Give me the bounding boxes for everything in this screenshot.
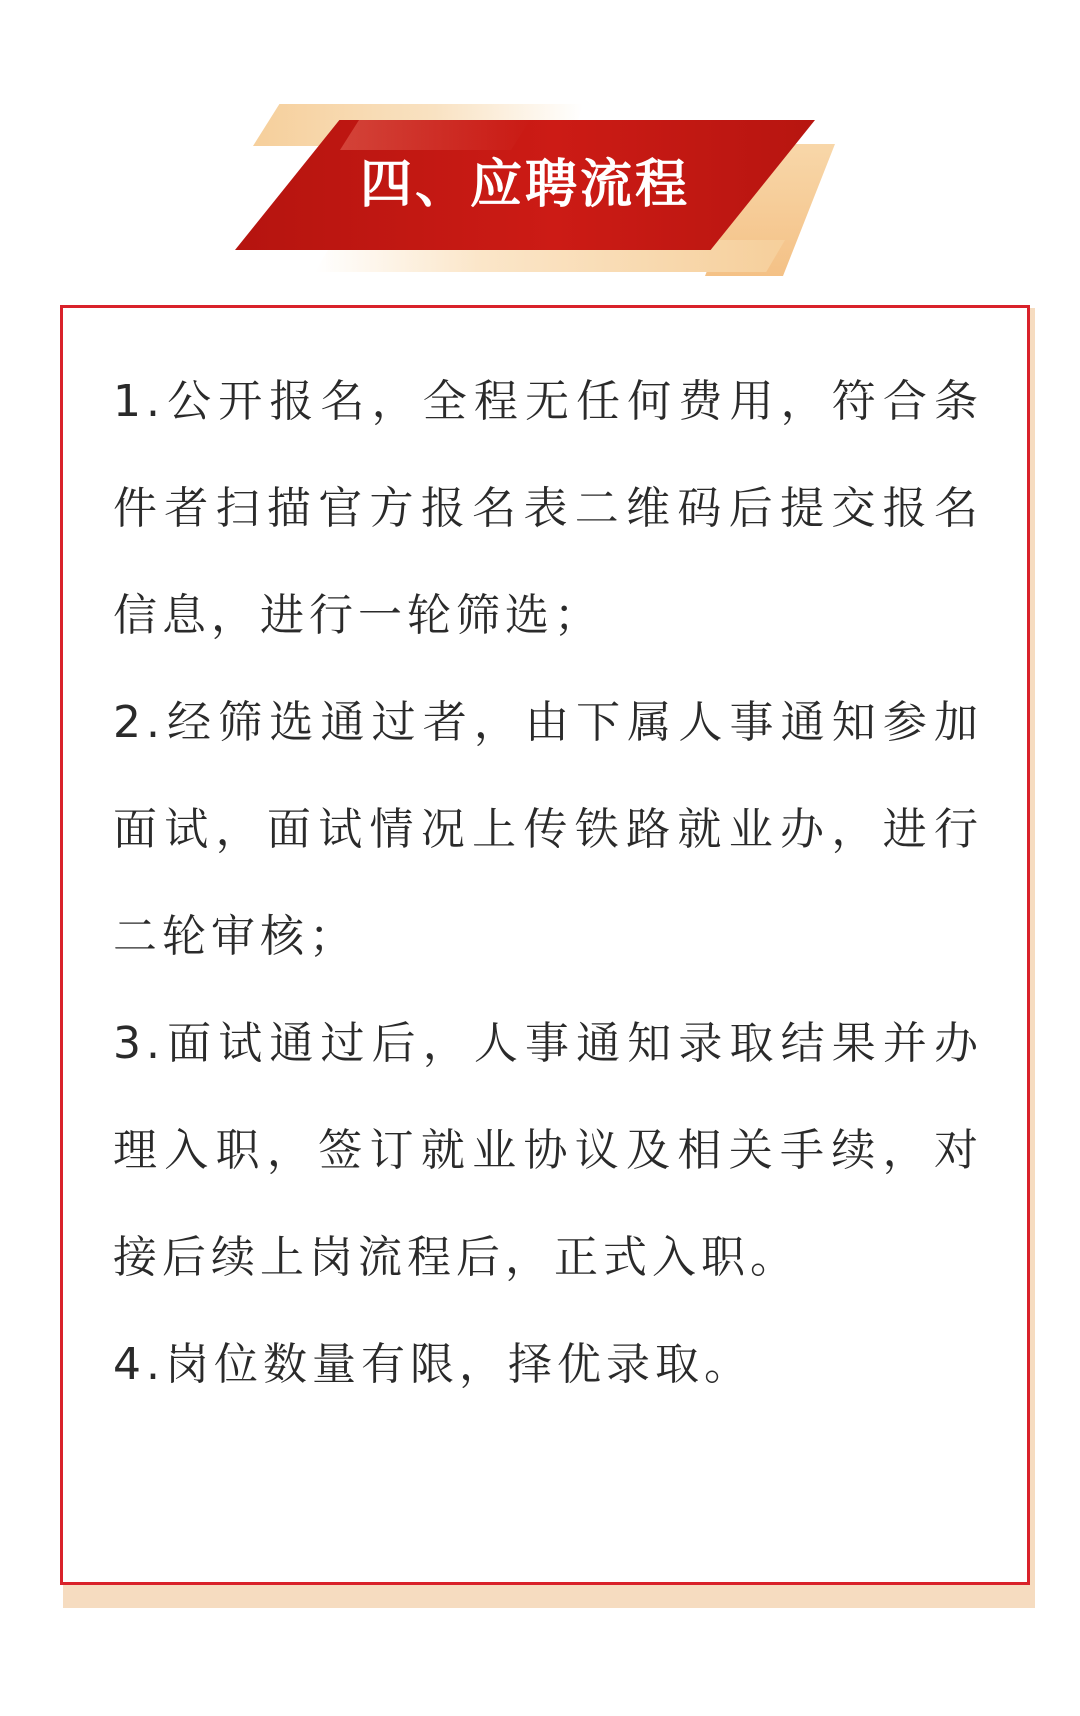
step-item: 4.岗位数量有限，择优录取。: [113, 1339, 753, 1390]
step-item: 2.经筛选通过者，由下属人事通知参加面试，面试情况上传铁路就业办，进行二轮审核；: [113, 697, 983, 962]
recruitment-steps: [113, 348, 983, 1418]
section-header-banner: [235, 100, 835, 280]
content-box: [60, 305, 1030, 1585]
step-item: 1.公开报名，全程无任何费用，符合条件者扫描官方报名表二维码后提交报名信息，进行一轮筛选；: [113, 376, 983, 641]
section-title: 四、应聘流程: [359, 155, 690, 215]
step-item: 3.面试通过后，人事通知录取结果并办理入职，签订就业协议及相关手续，对接后续上岗流程后，正式入职。: [113, 1018, 983, 1283]
